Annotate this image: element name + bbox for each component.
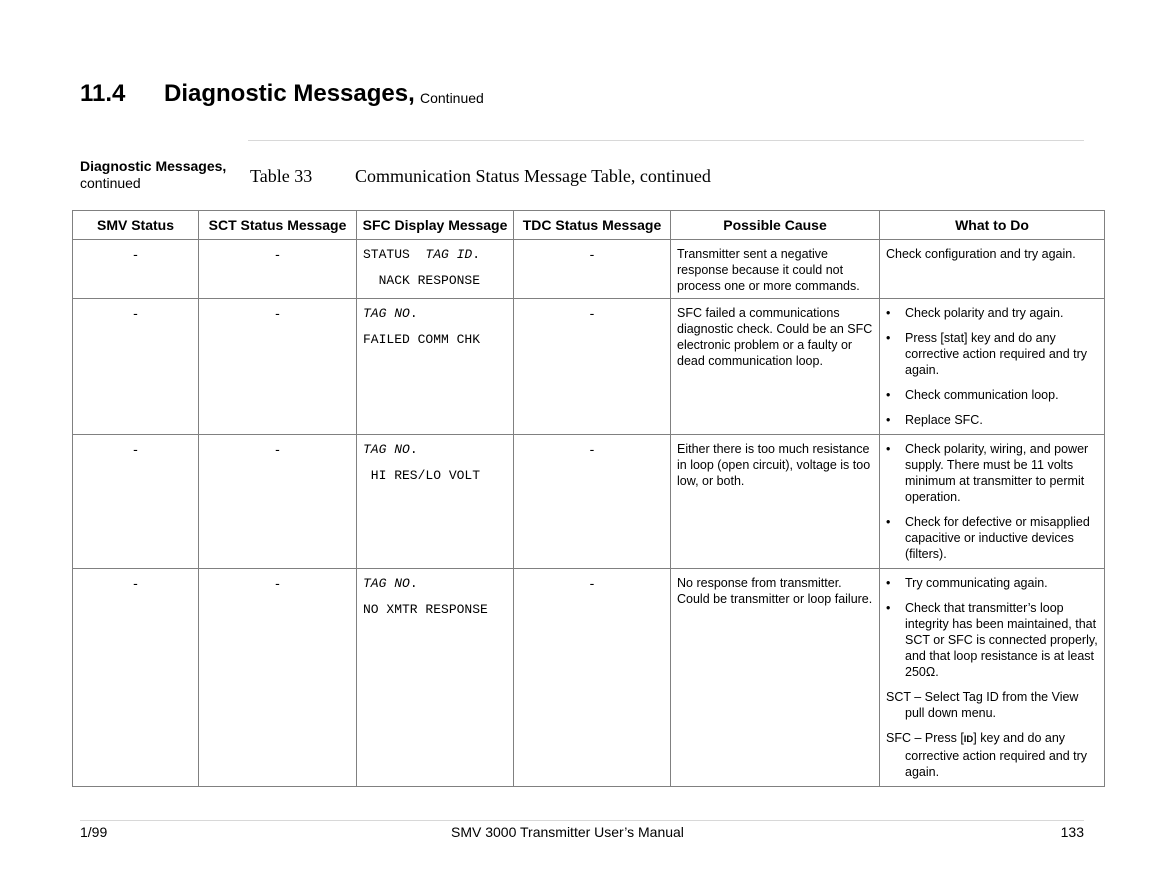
todo-bullet-text: Check communication loop. bbox=[905, 388, 1059, 402]
sfc-display-cell bbox=[357, 240, 514, 299]
todo-bullet-text: Check for defective or misapplied capacitive or inductive devices (filters). bbox=[905, 515, 1090, 561]
table-row bbox=[73, 569, 1105, 787]
what-to-do-cell bbox=[880, 435, 1105, 569]
todo-bullet-item bbox=[886, 387, 1098, 403]
bullet-icon: • bbox=[886, 306, 891, 320]
bullet-icon: • bbox=[886, 515, 891, 529]
section-continued: Continued bbox=[420, 90, 484, 106]
what-to-do-cell bbox=[880, 299, 1105, 435]
side-heading-continued: continued bbox=[80, 175, 141, 191]
sfc-display-cell bbox=[357, 435, 514, 569]
sfc-display-line2: NO XMTR RESPONSE bbox=[363, 602, 488, 617]
table-row bbox=[73, 435, 1105, 569]
todo-bullet-text: Try communicating again. bbox=[905, 576, 1048, 590]
sfc-instruction-pre: SFC – Press [ bbox=[886, 731, 964, 745]
sfc-line1-suffix: . bbox=[472, 247, 481, 262]
todo-bullet-item bbox=[886, 600, 1098, 680]
possible-cause-cell: No response from transmitter. Could be transmitter or loop failure. bbox=[671, 569, 880, 787]
sfc-line1-italic: TAG NO bbox=[363, 576, 410, 591]
what-to-do-cell bbox=[880, 240, 1105, 299]
sfc-line1-italic: TAG ID bbox=[425, 247, 473, 262]
top-divider bbox=[248, 140, 1084, 141]
tdc-status-cell: - bbox=[514, 240, 671, 299]
todo-bullet-item bbox=[886, 575, 1098, 591]
todo-sct-instruction: SCT – Select Tag ID from the View pull down menu. bbox=[886, 690, 1079, 720]
todo-bullet-text: Replace SFC. bbox=[905, 413, 983, 427]
header-what-to-do: What to Do bbox=[880, 211, 1105, 240]
tdc-status-cell: - bbox=[514, 299, 671, 435]
smv-status-cell: - bbox=[73, 435, 199, 569]
sfc-display-line2: FAILED COMM CHK bbox=[363, 332, 481, 347]
todo-bullet-text: Check polarity, wiring, and power supply. There must be 11 volts minimum at transmitter to permit operation. bbox=[905, 442, 1089, 504]
smv-status-cell: - bbox=[73, 299, 199, 435]
header-smv-status: SMV Status bbox=[73, 211, 199, 240]
sfc-line1-prefix: STATUS bbox=[363, 247, 426, 262]
table-header-row bbox=[73, 211, 1105, 240]
sfc-display-line2: HI RES/LO VOLT bbox=[363, 468, 481, 483]
sfc-line1-italic: TAG NO bbox=[363, 306, 410, 321]
todo-bullet-text: Check polarity and try again. bbox=[905, 306, 1064, 320]
todo-bullet-item bbox=[886, 441, 1098, 505]
sfc-display-line1 bbox=[363, 575, 507, 592]
sfc-instruction-post: ] key and do any corrective action required and try again. bbox=[905, 731, 1088, 779]
header-possible-cause: Possible Cause bbox=[671, 211, 880, 240]
sfc-display-line1 bbox=[363, 305, 507, 322]
todo-sfc-instruction bbox=[886, 730, 1098, 780]
table-row bbox=[73, 240, 1105, 299]
smv-status-cell: - bbox=[73, 569, 199, 787]
bullet-icon: • bbox=[886, 576, 891, 590]
sct-status-cell: - bbox=[199, 240, 357, 299]
communication-status-table bbox=[72, 210, 1105, 787]
bullet-icon: • bbox=[886, 601, 891, 615]
todo-bullet-item bbox=[886, 330, 1098, 378]
possible-cause-cell: Transmitter sent a negative response because it could not process one or more commands. bbox=[671, 240, 880, 299]
todo-bullet-text: Press [stat] key and do any corrective action required and try again. bbox=[905, 331, 1088, 377]
bullet-icon: • bbox=[886, 413, 891, 427]
todo-bullet-item bbox=[886, 305, 1098, 321]
tdc-status-cell: - bbox=[514, 569, 671, 787]
header-sct-status-message: SCT Status Message bbox=[199, 211, 357, 240]
sfc-display-line1 bbox=[363, 441, 507, 458]
header-tdc-status-message: TDC Status Message bbox=[514, 211, 671, 240]
sfc-line1-italic: TAG NO bbox=[363, 442, 410, 457]
section-number: 11.4 bbox=[80, 80, 126, 107]
possible-cause-cell: SFC failed a communications diagnostic check. Could be an SFC electronic problem or a faulty or dead communication loop. bbox=[671, 299, 880, 435]
table-caption bbox=[250, 166, 711, 187]
header-sfc-display-message: SFC Display Message bbox=[357, 211, 514, 240]
sfc-line1-suffix: . bbox=[409, 576, 418, 591]
sct-status-cell: - bbox=[199, 299, 357, 435]
bullet-icon: • bbox=[886, 388, 891, 402]
table-row bbox=[73, 299, 1105, 435]
bottom-divider bbox=[80, 820, 1084, 821]
sfc-display-line1 bbox=[363, 246, 507, 263]
sct-status-cell: - bbox=[199, 435, 357, 569]
sct-status-cell: - bbox=[199, 569, 357, 787]
possible-cause-cell: Either there is too much resistance in loop (open circuit), voltage is too low, or both. bbox=[671, 435, 880, 569]
side-heading bbox=[80, 158, 226, 192]
table-number: Table 33 bbox=[250, 166, 313, 186]
todo-bullet-item bbox=[886, 412, 1098, 428]
id-key-label: ID bbox=[963, 734, 974, 745]
sfc-display-line2: NACK RESPONSE bbox=[363, 273, 481, 288]
sfc-display-cell bbox=[357, 569, 514, 787]
tdc-status-cell: - bbox=[514, 435, 671, 569]
todo-bullet-item bbox=[886, 514, 1098, 562]
footer-date: 1/99 bbox=[80, 824, 108, 840]
sfc-display-cell bbox=[357, 299, 514, 435]
smv-status-cell: - bbox=[73, 240, 199, 299]
todo-bullet-text: Check that transmitter’s loop integrity has been maintained, that SCT or SFC is connected properly, and that loop resistance is at least 250Ω. bbox=[905, 601, 1098, 679]
what-to-do-cell bbox=[880, 569, 1105, 787]
todo-text: Check configuration and try again. bbox=[886, 247, 1076, 261]
bullet-icon: • bbox=[886, 331, 891, 345]
side-heading-title: Diagnostic Messages, bbox=[80, 158, 227, 174]
footer-page-number: 133 bbox=[1060, 824, 1084, 840]
sfc-line1-suffix: . bbox=[409, 442, 418, 457]
footer-title: SMV 3000 Transmitter User’s Manual bbox=[451, 824, 684, 840]
table-title: Communication Status Message Table, continued bbox=[355, 166, 711, 186]
bullet-icon: • bbox=[886, 442, 891, 456]
section-title: Diagnostic Messages, bbox=[164, 80, 415, 107]
sfc-line1-suffix: . bbox=[409, 306, 418, 321]
